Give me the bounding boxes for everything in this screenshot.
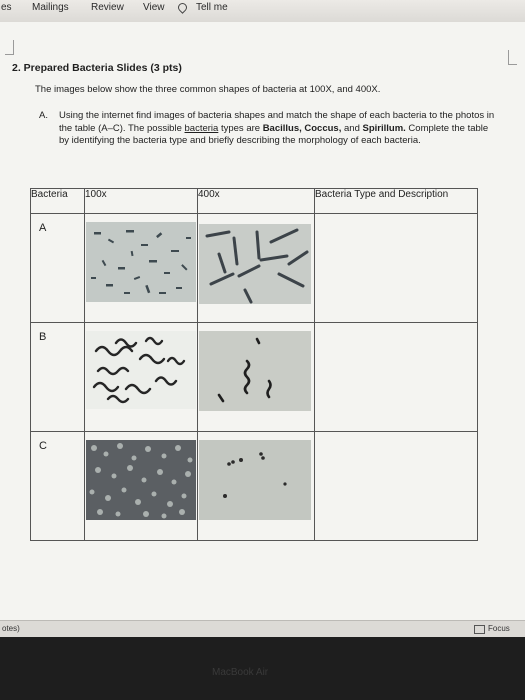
item-label: A. <box>39 110 48 121</box>
header-type-description: Bacteria Type and Description <box>315 189 478 214</box>
micrograph-b-400x <box>199 331 311 411</box>
image-cell-400x <box>198 214 315 323</box>
micrograph-c-400x <box>199 440 311 520</box>
row-label: C <box>39 440 47 452</box>
row-label-cell[interactable] <box>31 432 85 541</box>
row-label: A <box>39 222 47 234</box>
status-bar <box>0 620 525 637</box>
image-cell-100x <box>85 323 198 432</box>
table-header-row <box>31 189 478 214</box>
image-cell-400x <box>198 432 315 541</box>
tab-review[interactable]: Review <box>91 2 124 13</box>
lightbulb-icon <box>176 1 189 14</box>
micrograph-b-100x <box>86 331 196 409</box>
bacteria-table <box>30 188 478 541</box>
image-cell-100x <box>85 214 198 323</box>
document-page[interactable] <box>0 22 525 620</box>
header-400x: 400x <box>198 189 315 214</box>
instruction-text: Using the internet find images of bacteria shapes and match the shape of each bacteria to the photos in the table (A–C). The possible bacteria types are Bacillus, Coccus, and Spirillum. Complete the table by identifying the bacteria type and briefly describing the morphology of each bacteria. <box>59 110 495 146</box>
header-100x: 100x <box>85 189 198 214</box>
margin-corner-mark <box>5 40 14 55</box>
table-row <box>31 432 478 541</box>
ribbon-tab-bar <box>0 0 525 23</box>
focus-icon[interactable] <box>474 625 485 634</box>
tab-mailings[interactable]: Mailings <box>32 2 69 13</box>
intro-paragraph: The images below show the three common shapes of bacteria at 100X, and 400X. <box>35 84 381 95</box>
micrograph-a-100x <box>86 222 196 302</box>
row-label: B <box>39 331 47 343</box>
margin-corner-mark <box>508 50 517 65</box>
spell-flagged-word: bacteria <box>184 122 219 134</box>
table-row <box>31 214 478 323</box>
laptop-bezel <box>0 637 525 700</box>
bezel-brand-text: MacBook Air <box>212 667 269 678</box>
micrograph-c-100x <box>86 440 196 520</box>
table-row <box>31 323 478 432</box>
tell-me-search[interactable]: Tell me <box>196 2 228 13</box>
tab-view[interactable]: View <box>143 2 165 13</box>
row-label-cell[interactable] <box>31 214 85 323</box>
description-cell[interactable] <box>315 214 478 323</box>
question-title: 2. Prepared Bacteria Slides (3 pts) <box>12 62 182 74</box>
tab-references[interactable]: es <box>1 2 12 13</box>
description-cell[interactable] <box>315 323 478 432</box>
description-cell[interactable] <box>315 432 478 541</box>
image-cell-400x <box>198 323 315 432</box>
row-label-cell[interactable] <box>31 323 85 432</box>
focus-button[interactable]: Focus <box>488 624 510 633</box>
header-bacteria: Bacteria <box>31 189 85 214</box>
micrograph-a-400x <box>199 224 311 304</box>
image-cell-100x <box>85 432 198 541</box>
status-left-text: otes) <box>2 624 20 633</box>
